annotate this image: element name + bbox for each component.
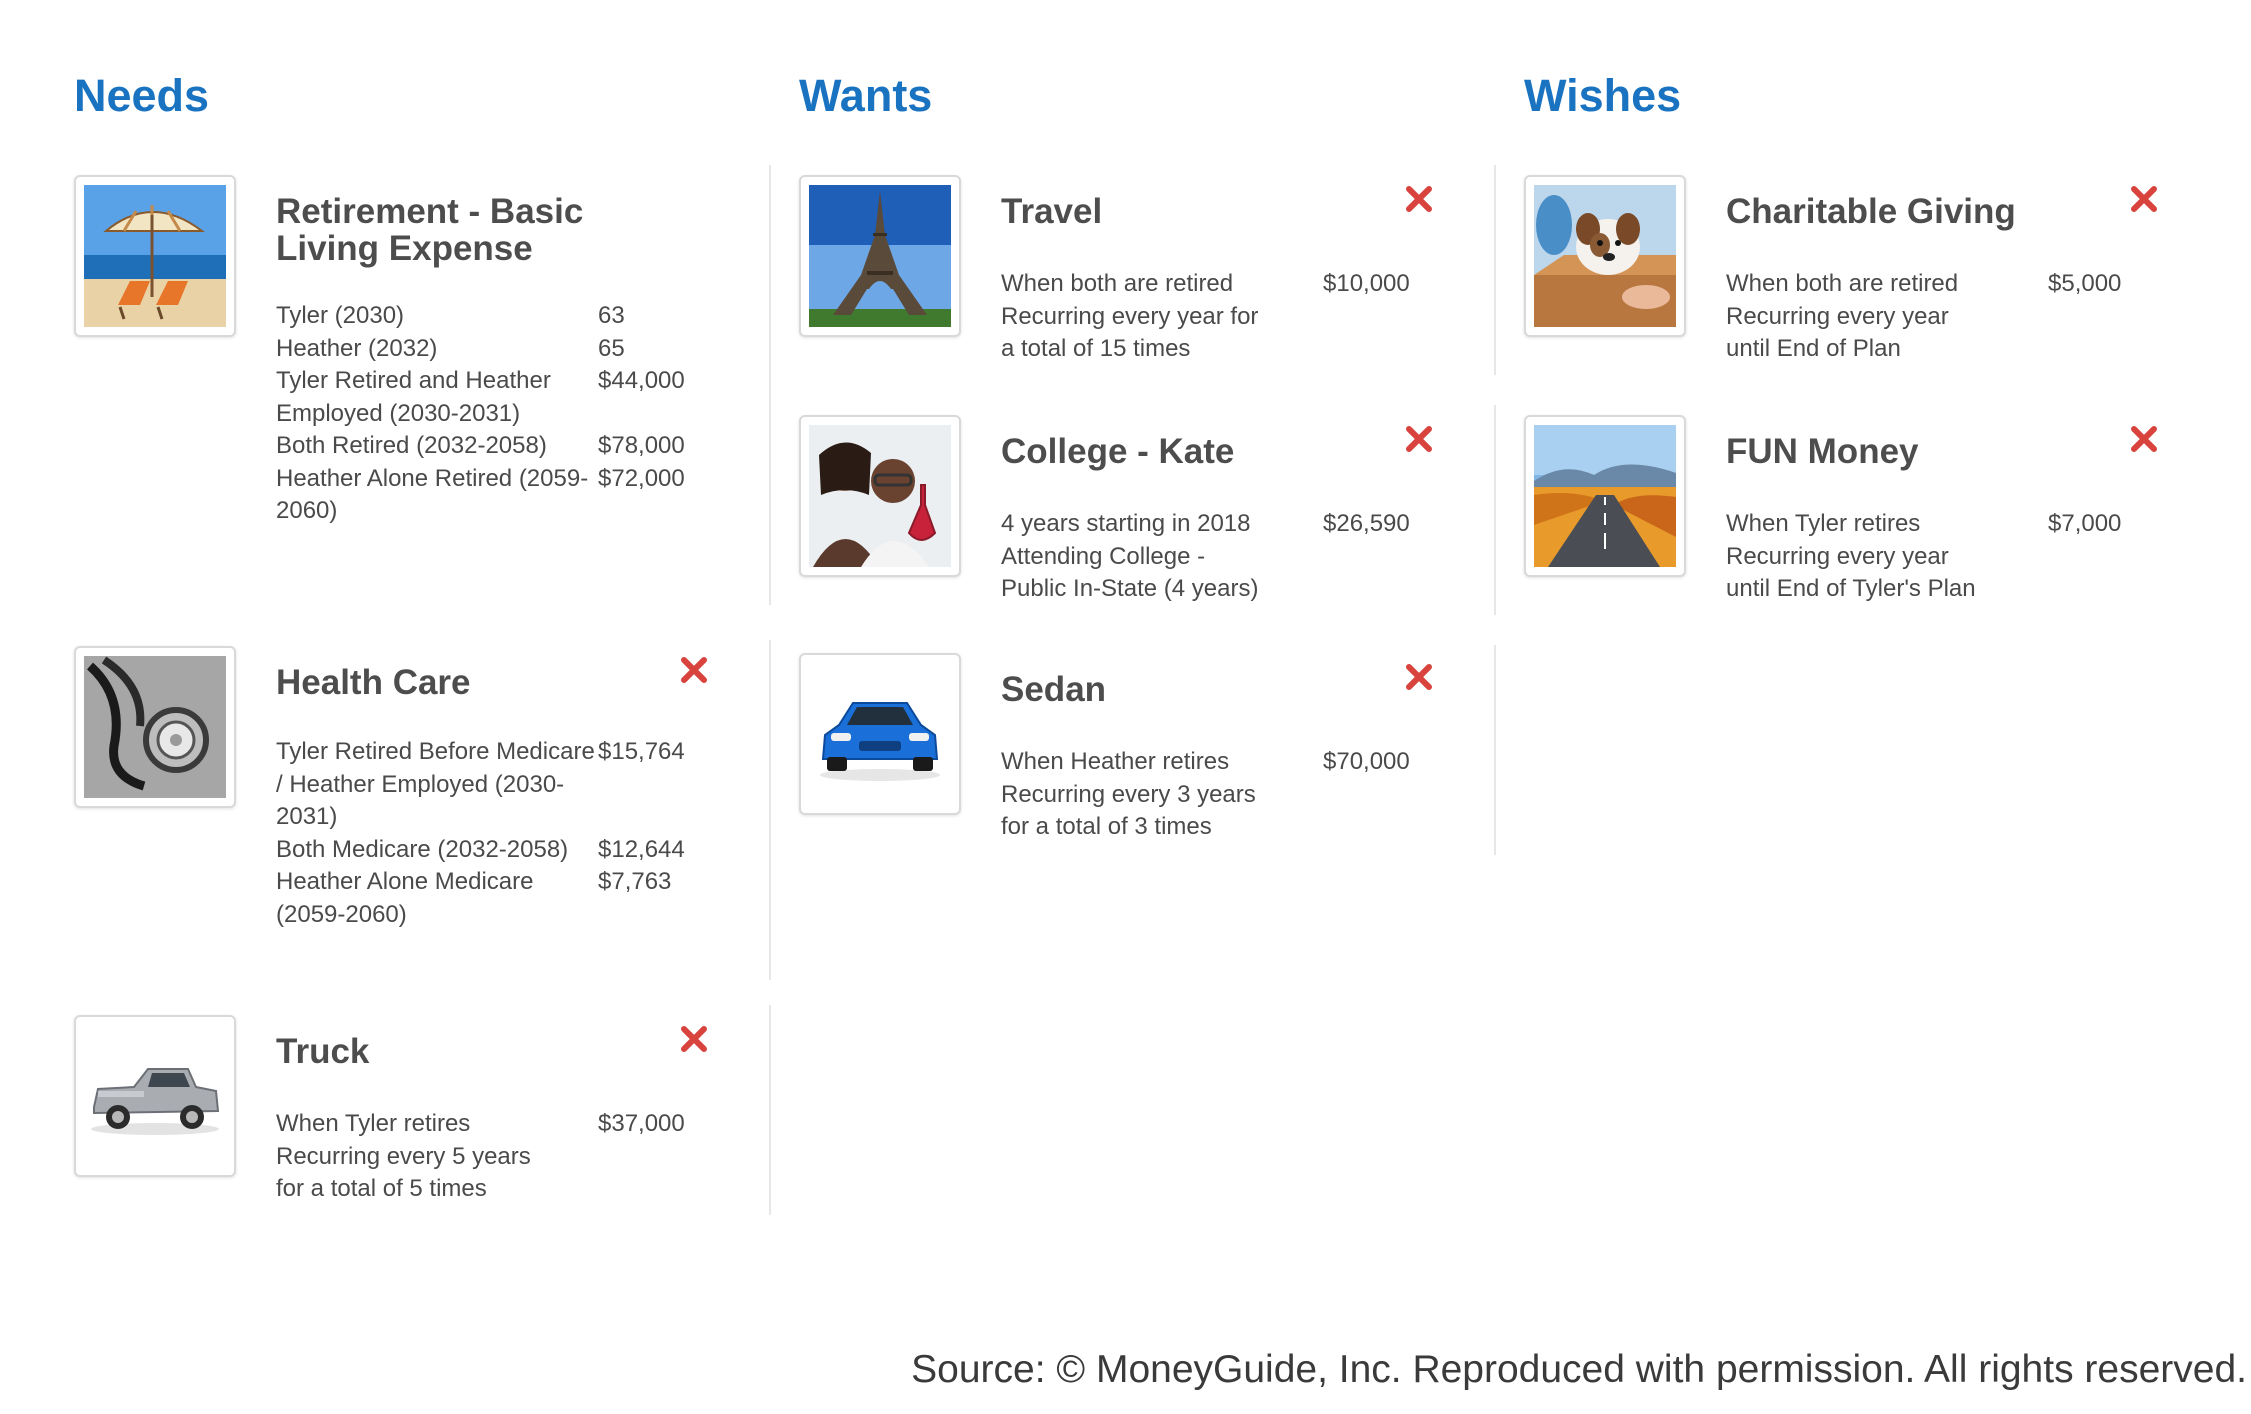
detail-value: $37,000 (598, 1110, 685, 1137)
detail-label: Both Medicare (2032-2058) (276, 835, 569, 863)
column-divider (769, 640, 771, 980)
detail-label: Tyler Retired Before Medicare / Heather Employed (2030-2031) (276, 738, 595, 830)
card-title: Retirement - Basic Living Expense (276, 192, 584, 268)
detail-row (276, 834, 716, 867)
detail-value: $70,000 (1323, 748, 1410, 775)
detail-label: When both are retired (1001, 270, 1234, 297)
detail-row (1001, 541, 1441, 574)
detail-row (1726, 333, 2166, 366)
detail-value: $5,000 (2048, 270, 2122, 297)
detail-row (276, 1141, 716, 1174)
detail-value: $12,644 (598, 835, 685, 863)
detail-value: $15,764 (598, 738, 685, 765)
detail-row (1001, 811, 1441, 844)
students-lab-image (799, 415, 961, 577)
remove-icon[interactable] (1403, 661, 1435, 693)
detail-value: 63 (598, 302, 625, 329)
detail-label: for a total of 5 times (276, 1175, 487, 1202)
detail-label: Recurring every year for (1001, 302, 1259, 330)
detail-row (1001, 301, 1441, 334)
column-divider (769, 165, 771, 605)
card-title: FUN Money (1726, 432, 1919, 471)
detail-row (276, 1173, 716, 1206)
detail-label: Recurring every year (1726, 542, 1949, 570)
detail-value: $26,590 (1323, 510, 1410, 537)
detail-label: Attending College - (1001, 542, 1206, 570)
card-details (276, 736, 716, 931)
detail-label: Both Retired (2032-2058) (276, 432, 547, 459)
column-divider (1494, 645, 1496, 855)
detail-row (1001, 508, 1441, 541)
card-details (276, 300, 716, 528)
card-title: Health Care (276, 663, 471, 702)
detail-label: Public In-State (4 years) (1001, 575, 1259, 602)
detail-value: $44,000 (598, 367, 685, 394)
card-details (276, 1108, 716, 1206)
remove-icon[interactable] (2128, 423, 2160, 455)
card-title: College - Kate (1001, 432, 1235, 471)
detail-label: Tyler Retired and Heather Employed (2030-2031) (276, 367, 551, 427)
detail-row (276, 736, 716, 834)
remove-icon[interactable] (678, 1023, 710, 1055)
eiffel-tower-image (799, 175, 961, 337)
puppy-in-box-image (1524, 175, 1686, 337)
wishes-heading: Wishes (1524, 70, 1682, 121)
detail-label: Heather (2032) (276, 334, 438, 362)
remove-icon[interactable] (1403, 423, 1435, 455)
remove-icon[interactable] (2128, 183, 2160, 215)
detail-row (1726, 301, 2166, 334)
detail-label: When Tyler retires (276, 1110, 471, 1137)
detail-value: $7,763 (598, 868, 672, 895)
detail-row (276, 430, 716, 463)
needs-heading: Needs (74, 70, 210, 121)
source-credit: Source: © MoneyGuide, Inc. Reproduced with permission. All rights reserved. (911, 1348, 2247, 1391)
detail-value: $7,000 (2048, 510, 2122, 537)
detail-row (1726, 573, 2166, 606)
detail-label: Heather Alone Retired (2059-2060) (276, 464, 589, 524)
card-title: Truck (276, 1032, 370, 1071)
detail-label: When Tyler retires (1726, 510, 1921, 537)
detail-row (1726, 268, 2166, 301)
beach-chairs-umbrella-image (74, 175, 236, 337)
remove-icon[interactable] (1403, 183, 1435, 215)
detail-row (1726, 508, 2166, 541)
detail-label: When Heather retires (1001, 748, 1230, 775)
detail-label: Recurring every 5 years (276, 1142, 531, 1170)
detail-label: until End of Tyler's Plan (1726, 575, 1976, 602)
card-details (1001, 268, 1441, 366)
detail-value: $78,000 (598, 432, 685, 459)
card-details (1726, 508, 2166, 606)
pickup-truck-image (74, 1015, 236, 1177)
column-divider (1494, 165, 1496, 375)
detail-row (1001, 573, 1441, 606)
detail-row (276, 1108, 716, 1141)
detail-label: until End of Plan (1726, 335, 1901, 362)
card-details (1001, 746, 1441, 844)
card-title: Sedan (1001, 670, 1107, 709)
detail-value: $10,000 (1323, 270, 1410, 297)
card-details (1726, 268, 2166, 366)
autumn-road-image (1524, 415, 1686, 577)
detail-label: a total of 15 times (1001, 335, 1191, 362)
detail-row (1001, 746, 1441, 779)
column-divider (1494, 405, 1496, 615)
detail-label: Tyler (2030) (276, 302, 405, 329)
card-title: Charitable Giving (1726, 192, 2016, 231)
column-divider (769, 1005, 771, 1215)
stethoscope-image (74, 646, 236, 808)
blue-sedan-image (799, 653, 961, 815)
detail-row (1001, 333, 1441, 366)
wants-heading: Wants (799, 70, 933, 121)
detail-row (1001, 268, 1441, 301)
remove-icon[interactable] (678, 654, 710, 686)
card-title: Travel (1001, 192, 1103, 231)
detail-value: 65 (598, 334, 625, 362)
detail-label: 4 years starting in 2018 (1001, 510, 1251, 537)
detail-row (276, 300, 716, 333)
detail-label: Recurring every year (1726, 302, 1949, 330)
detail-row (276, 463, 716, 528)
detail-row (276, 365, 716, 430)
detail-label: for a total of 3 times (1001, 813, 1212, 840)
detail-label: Heather Alone Medicare (2059-2060) (276, 868, 534, 928)
detail-row (1726, 541, 2166, 574)
detail-row (1001, 779, 1441, 812)
detail-label: Recurring every 3 years (1001, 780, 1256, 808)
detail-value: $72,000 (598, 464, 685, 492)
detail-row (276, 866, 716, 931)
card-details (1001, 508, 1441, 606)
detail-row (276, 333, 716, 366)
detail-label: When both are retired (1726, 270, 1959, 297)
